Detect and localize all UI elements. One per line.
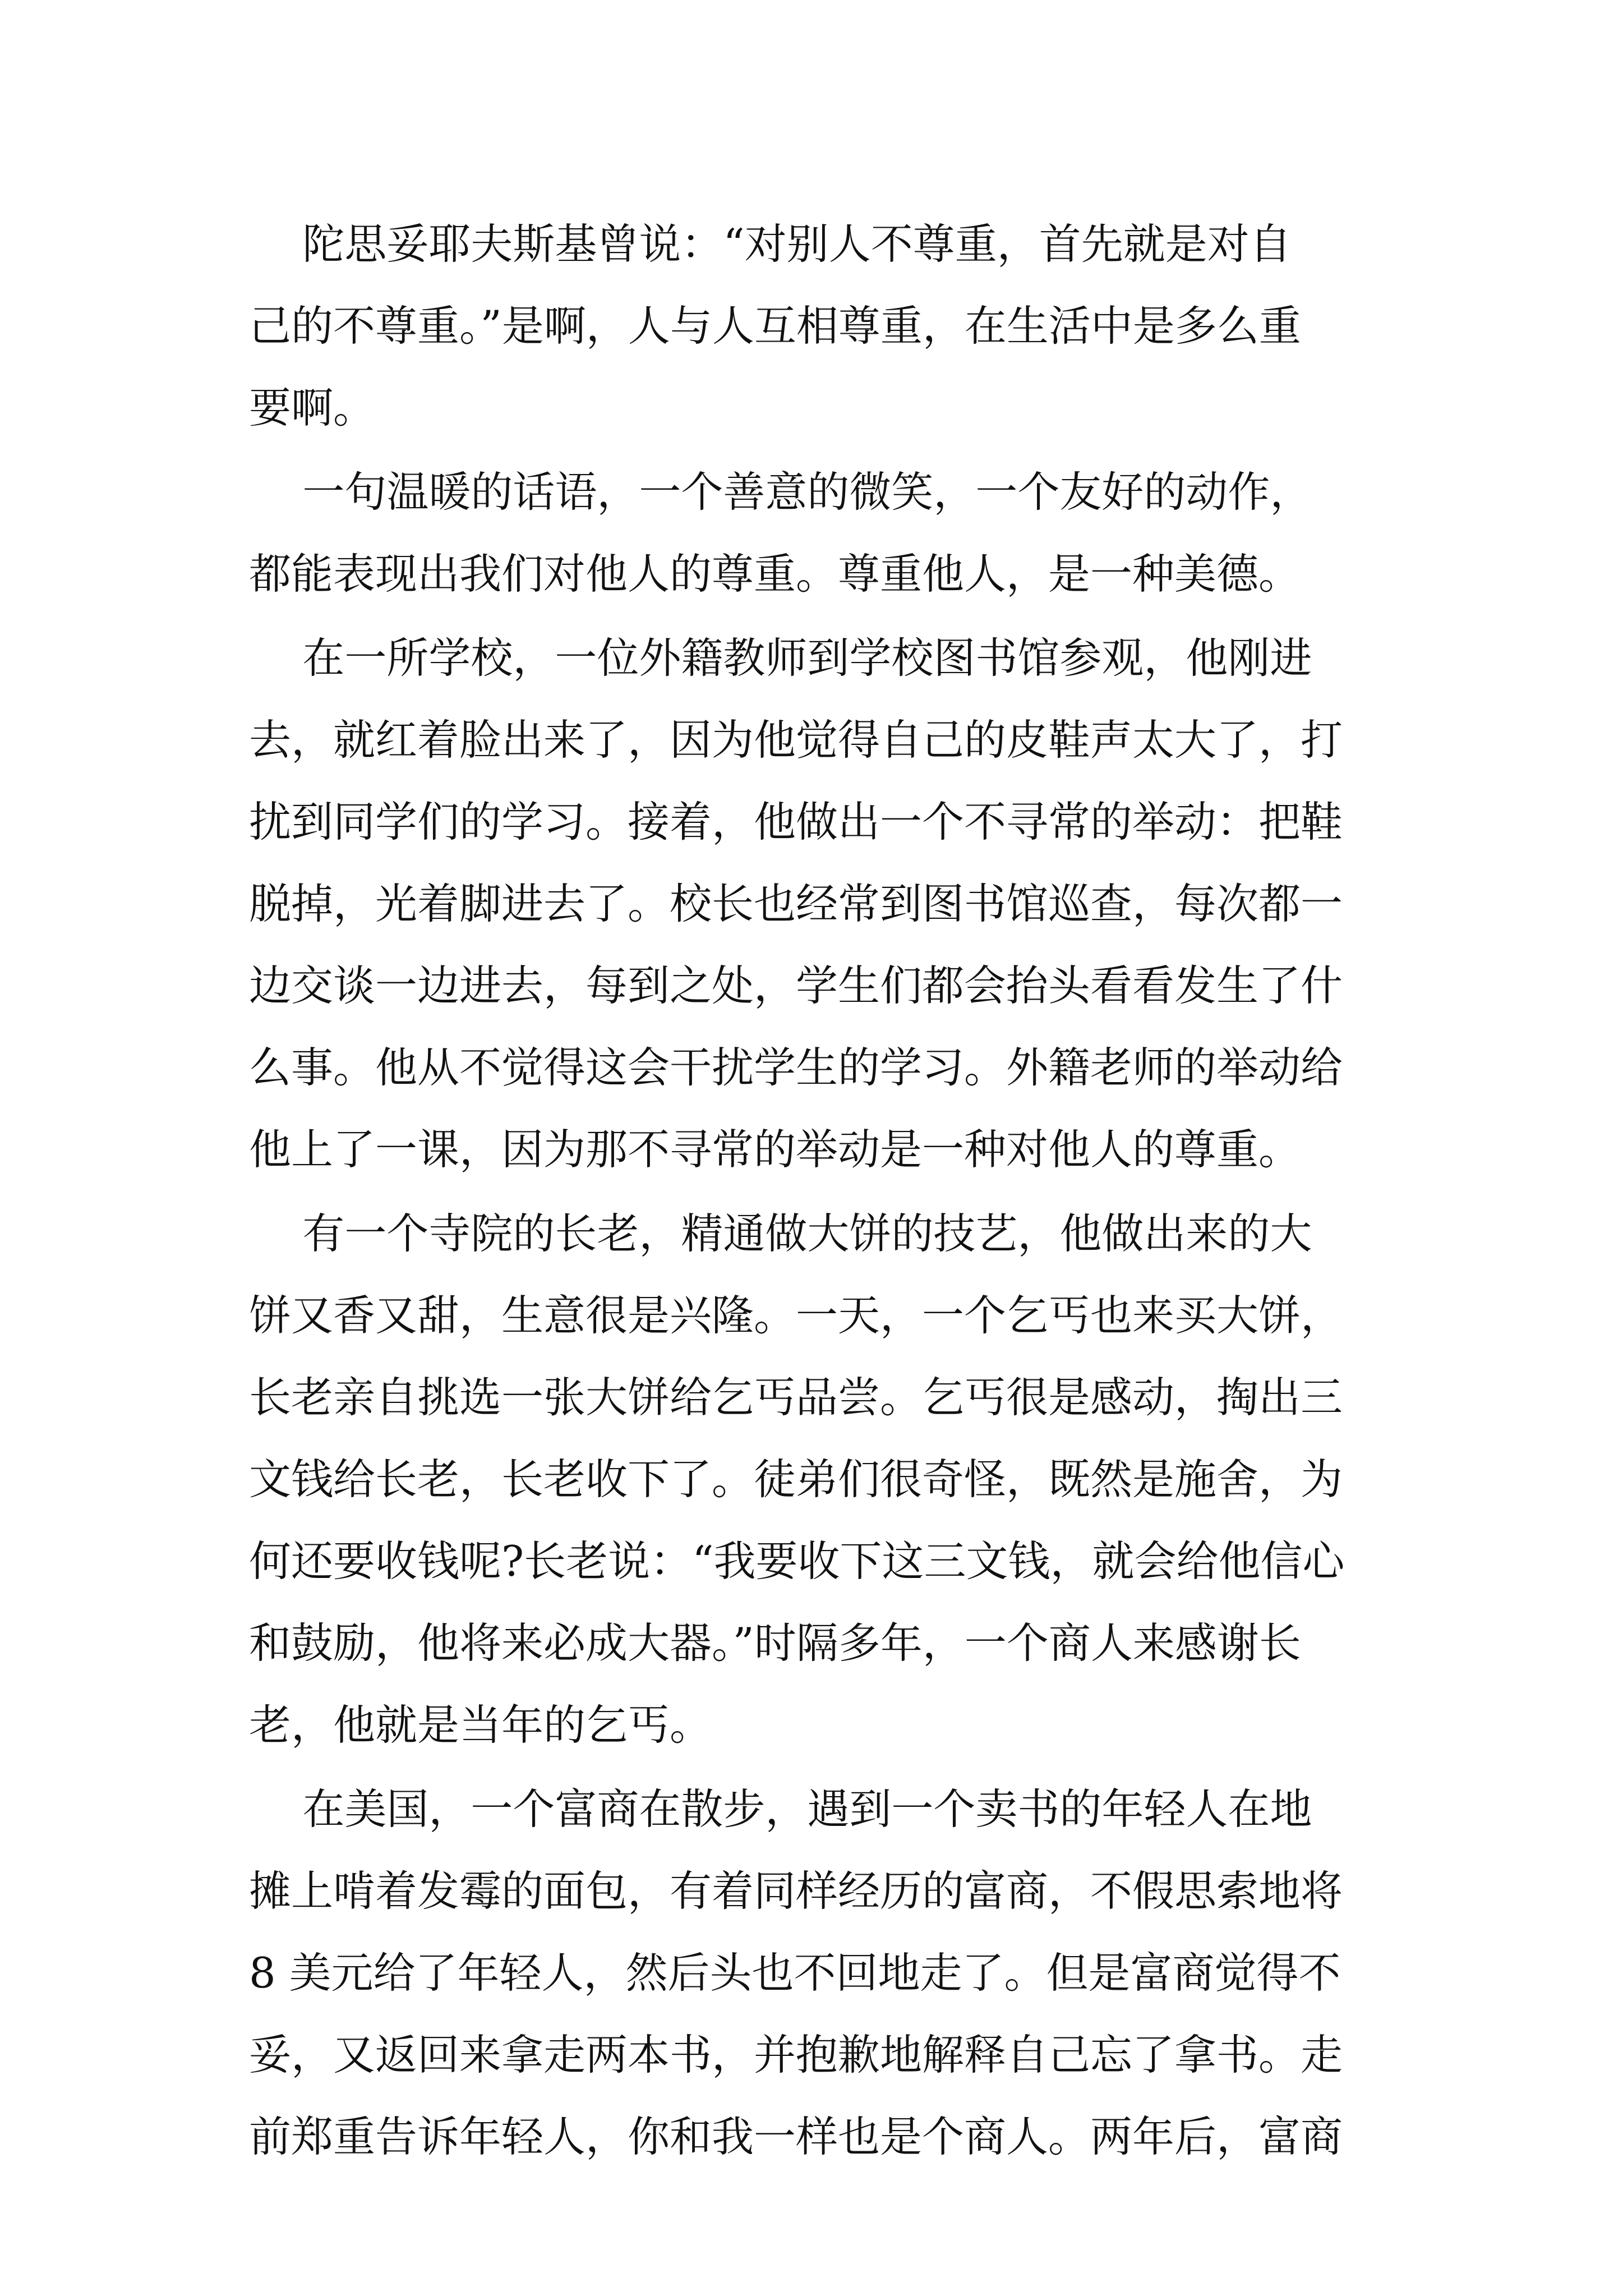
text-line: 8 美元给了年轻人，然后头也不回地走了。但是富商觉得不 [249, 1948, 1341, 1998]
text-line: 去，就红着脸出来了，因为他觉得自己的皮鞋声太大了，打 [249, 715, 1343, 765]
paragraph-1 [249, 203, 1399, 449]
text-line: 要啊。 [249, 383, 376, 432]
text-line: 在一所学校，一位外籍教师到学校图书馆参观，他刚进 [249, 633, 1312, 683]
text-line: 陀思妥耶夫斯基曾说：“对别人不尊重，首先就是对自 [249, 219, 1292, 269]
text-line: 老，他就是当年的乞丐。 [249, 1700, 712, 1750]
text-line: 扰到同学们的学习。接着，他做出一个不寻常的举动：把鞋 [249, 797, 1343, 846]
text-line: 有一个寺院的长老，精通做大饼的技艺，他做出来的大 [249, 1209, 1312, 1258]
text-line: 己的不尊重。”是啊，人与人互相尊重，在生活中是多么重 [249, 301, 1301, 351]
text-line: 一句温暖的话语，一个善意的微笑，一个友好的动作， [249, 467, 1312, 517]
essay-body [249, 203, 1399, 2180]
text-line: 脱掉，光着脚进去了。校长也经常到图书馆巡查，每次都一 [249, 879, 1343, 928]
text-line: 饼又香又甜，生意很是兴隆。一天，一个乞丐也来买大饼， [249, 1291, 1343, 1340]
text-line: 他上了一课，因为那不寻常的举动是一种对他人的尊重。 [249, 1125, 1301, 1174]
text-line: 在美国，一个富商在散步，遇到一个卖书的年轻人在地 [249, 1784, 1312, 1834]
text-line: 和鼓励，他将来必成大器。”时隔多年，一个商人来感谢长 [249, 1618, 1301, 1668]
text-line: 长老亲自挑选一张大饼给乞丐品尝。乞丐很是感动，掏出三 [249, 1373, 1343, 1422]
paragraph-4 [249, 1193, 1399, 1766]
paragraph-2 [249, 451, 1399, 615]
text-line: 妥，又返回来拿走两本书，并抱歉地解释自己忘了拿书。走 [249, 2030, 1343, 2079]
paragraph-5 [249, 1768, 1399, 2178]
text-line: 何还要收钱呢?长老说：“我要收下这三文钱，就会给他信心 [249, 1536, 1345, 1586]
text-line: 文钱给长老，长老收下了。徒弟们很奇怪，既然是施舍，为 [249, 1455, 1343, 1504]
text-line: 么事。他从不觉得这会干扰学生的学习。外籍老师的举动给 [249, 1043, 1343, 1092]
text-line: 边交谈一边进去，每到之处，学生们都会抬头看看发生了什 [249, 961, 1343, 1010]
text-line: 摊上啃着发霉的面包，有着同样经历的富商，不假思索地将 [249, 1866, 1343, 1916]
text-line: 都能表现出我们对他人的尊重。尊重他人，是一种美德。 [249, 549, 1301, 599]
paragraph-3 [249, 617, 1399, 1190]
text-line: 前郑重告诉年轻人，你和我一样也是个商人。两年后，富商 [249, 2112, 1343, 2161]
